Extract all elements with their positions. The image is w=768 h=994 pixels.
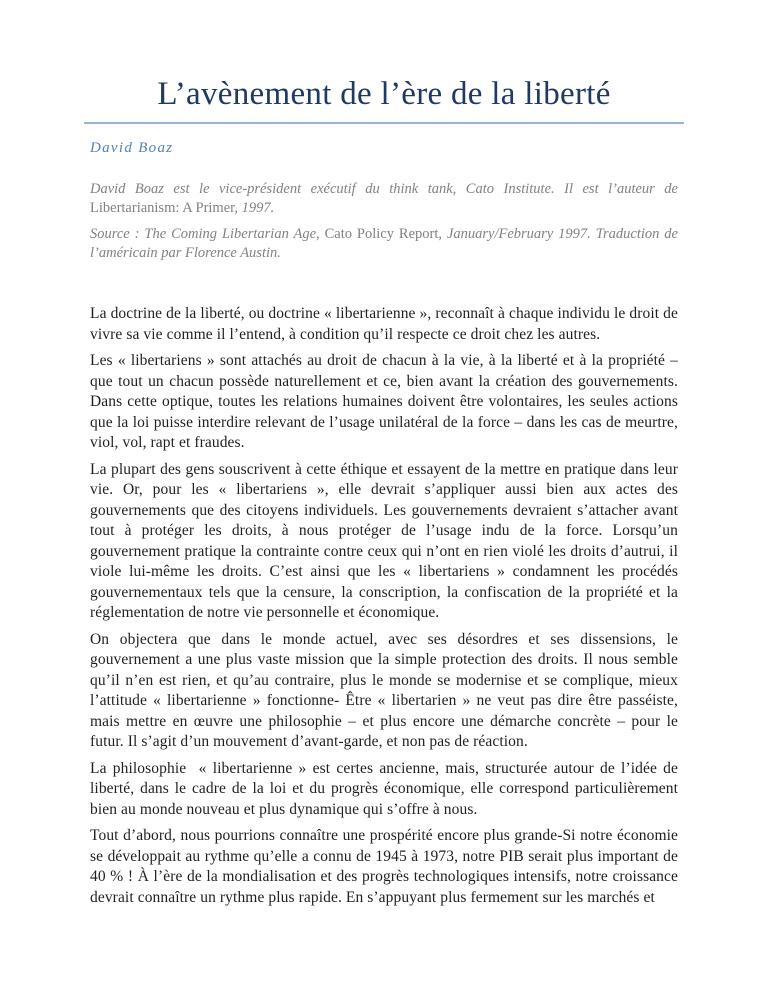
source-text-italic: Source : The Coming Libertarian Age, [90, 226, 325, 242]
body-paragraph: Tout d’abord, nous pourrions connaître une prospérité encore plus grande-Si notre économie se développait au rythme qu’elle a connu de 1945 à 1973, notre PIB serait plus important de 40 % ! À l’ère de la mondialisation et des progrès technologiques intensifs, notre croissance devrait connaître un rythme plus rapide. En s’appuyant plus fermement sur les marchés et [90, 827, 678, 906]
source-paragraph [90, 225, 678, 262]
author-bio-paragraph [90, 180, 678, 217]
bio-separator: , [234, 199, 242, 216]
page-title: L’avènement de l’ère de la liberté [157, 76, 611, 112]
author-subtitle: David Boaz [90, 140, 174, 156]
title-block [84, 74, 684, 124]
body-paragraph: La philosophie « libertarienne » est certes ancienne, mais, structurée autour de l’idée de liberté, dans le cadre de la loi et du progrès économique, elle correspond particulièrement bien au monde nouveau et plus dynamique qui s’offre à nous. [90, 759, 678, 818]
body-paragraph: On objectera que dans le monde actuel, avec ses désordres et ses dissensions, le gouvernement a une plus vaste mission que la simple protection des droits. Il nous semble qu’il n’en est rien, et qu’au contraire, plus le monde se modernise et se complique, mieux l’attitude « libertarienne » fonctionne- Être « libertarien » ne veut pas dire être passéiste, mais mettre en œuvre une philosophie – et plus encore une démarche concrète – pour le futur. Il s’agit d’un mouvement d’avant-garde, et non pas de réaction. [90, 630, 678, 750]
body-text [90, 304, 678, 908]
source-publication: Cato Policy Report [324, 226, 439, 242]
bio-book-title: Libertarianism: A Primer [90, 199, 235, 216]
source-date-translation: January/February 1997. Traduction de l’américain par Florence Austin. [90, 226, 678, 261]
body-paragraph: La plupart des gens souscrivent à cette éthique et essayent de la mettre en pratique dans leur vie. Or, pour les « libertariens », elle devrait s’appliquer aussi bien aux actes des gouvernements que des citoyens individuels. Les gouvernements devraient s’attacher avant tout à protéger les droits, à nous protéger de l’usage indu de la force. Lorsqu’un gouvernement pratique la contrainte contre ceux qui n’ont en rien violé les droits d’autrui, il viole lui-même les droits. C’est ainsi que les « libertariens » condamnent les procédés gouvernementaux tels que la censure, la conscription, la confiscation de la propriété et la réglementation de notre vie personnelle et économique. [90, 460, 678, 621]
source-separator: , [438, 226, 447, 242]
body-paragraph: Les « libertariens » sont attachés au droit de chacun à la vie, à la liberté et à la propriété – que tout un chacun possède naturellement et ce, bien avant la création des gouvernements. Dans cette optique, toutes les relations humaines doivent être volontaires, les seules actions que la loi puisse interdire relevant de l’usage unilatéral de la force – dans les cas de meurtre, viol, vol, rapt et fraudes. [90, 352, 678, 451]
bio-text-italic: David Boaz est le vice-président exécutif du think tank, Cato Institute. Il est l’auteur de [90, 181, 678, 197]
bio-year: 1997. [241, 199, 275, 216]
body-paragraph: La doctrine de la liberté, ou doctrine « libertarienne », reconnaît à chaque individu le droit de vivre sa vie comme il l’entend, à condition qu’il respecte ce droit chez les autres. [90, 305, 678, 343]
